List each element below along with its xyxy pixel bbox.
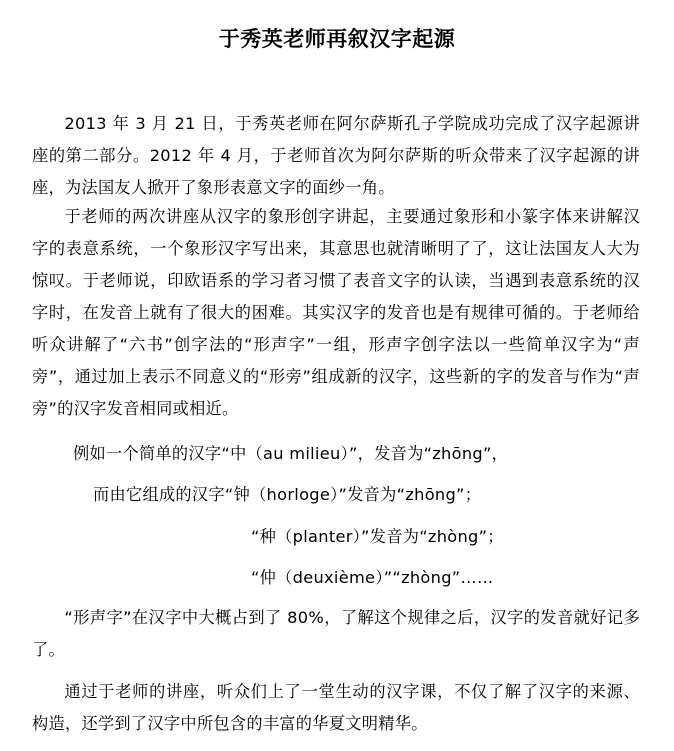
example-line-zhong-clock: 而由它组成的汉字“钟（horloge）”发音为“zhōng”； bbox=[93, 485, 482, 504]
article-title: 于秀英老师再叙汉字起源 bbox=[218, 26, 456, 51]
paragraph-phonetic-compound: “形声字”在汉字中大概占到了 80%，了解这个规律之后，汉字的发音就好记多了。 bbox=[32, 608, 640, 659]
paragraph-lecture-content: 于老师的两次讲座从汉字的象形创字讲起，主要通过象形和小篆字体来讲解汉字的表意系统，一个象形汉字写出来，其意思也就清晰明了了，这让法国友人大为惊叹。于老师说，印欧语系的学习者习惯了表音文字的认读，当遇到表意系统的汉字时，在发音上就有了很大的困难。其实汉字的发音也是有规律可循的。于老师给听众讲解了“六书”创字法的“形声字”一组，形声字创字法以一些简单汉字为“声旁”，通过加上表示不同意义的“形旁”组成新的汉字，这些新的字的发音与作为“声旁”的汉字发音相同或相近。 bbox=[32, 207, 640, 418]
paragraph-intro: 2013 年 3 月 21 日，于秀英老师在阿尔萨斯孔子学院成功完成了汉字起源讲座的第二部分。2012 年 4 月，于老师首次为阿尔萨斯的听众带来了汉字起源的讲座，为法国友人掀开了象形表意文字的面纱一角。 bbox=[32, 114, 640, 197]
paragraph-conclusion: 通过于老师的讲座，听众们上了一堂生动的汉字课，不仅了解了汉字的来源、构造，还学到了汉字中所包含的丰富的华夏文明精华。 bbox=[32, 682, 640, 733]
example-line-zhong-plant: “种（planter）”发音为“zhòng”； bbox=[251, 527, 504, 546]
example-line-zhong: 例如一个简单的汉字“中（au milieu）”，发音为“zhōng”， bbox=[73, 444, 509, 463]
example-line-zhong-second: “仲（deuxième）”“zhòng”…… bbox=[251, 568, 494, 587]
